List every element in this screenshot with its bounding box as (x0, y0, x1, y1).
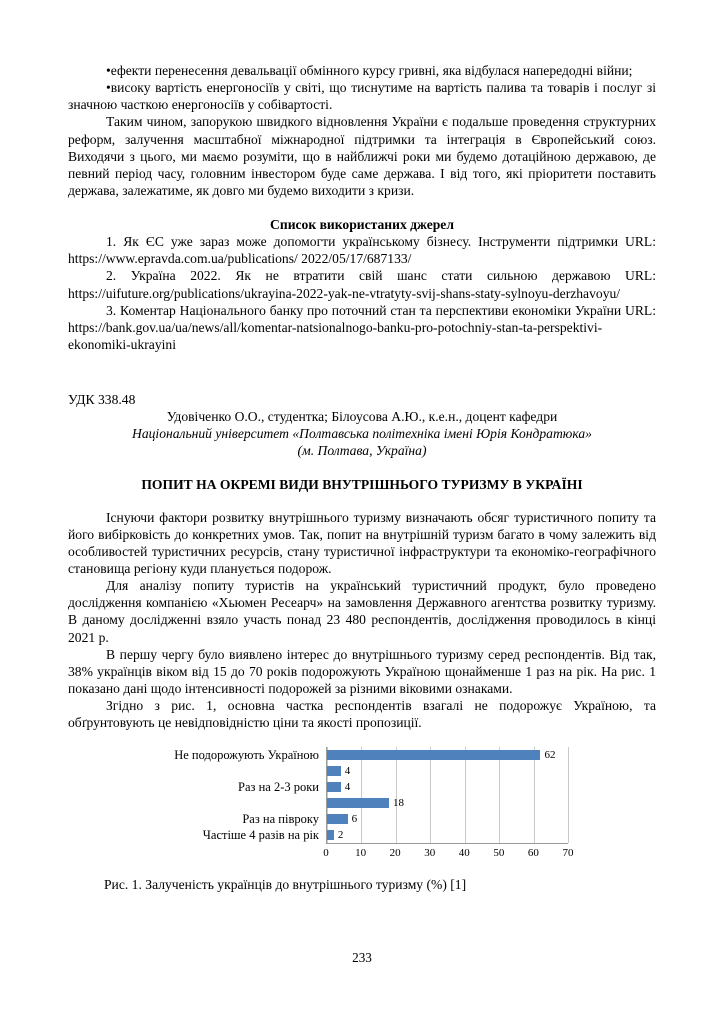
bullet-item-energy-cost: •високу вартість енергоносіїв у світі, що тиснутиме на вартість палива та товарів і послуг зі значною часткою енергоносіїв у собівартості. (68, 80, 656, 113)
chart-bar-value-label: 18 (392, 796, 404, 809)
chart-bar (327, 766, 341, 776)
chart-bar (327, 782, 341, 792)
chart-bar-value-label: 4 (344, 764, 351, 777)
chart-bar (327, 798, 389, 808)
conclusion-paragraph: Таким чином, запорукою швидкого відновлення України є подальше проведення структурних реформ, залучення масштабної міжнародної підтримки та інтеграція в Європейський союз. Виходячи з цього, ми маємо розуміти, що в найближчі роки ми будемо дотаційною державою, де певний період часу, головним інвестором буде саме держава. І від того, які пріоритети поставить держава, залежатиме, як довго ми будемо виходити з кризи. (68, 114, 656, 198)
article-title: ПОПИТ НА ОКРЕМІ ВИДИ ВНУТРІШНЬОГО ТУРИЗМУ В УКРАЇНІ (141, 476, 583, 492)
chart-bar-value-label: 62 (544, 748, 556, 761)
chart-x-tick-label: 50 (493, 847, 505, 860)
chart-bar-row (327, 763, 568, 779)
sources-heading: Список використаних джерел (270, 217, 454, 232)
bar-chart (138, 747, 608, 860)
chart-bar-row (327, 811, 568, 827)
chart-x-tick-label: 40 (458, 847, 470, 860)
chart-category-label: Частіше 4 разів на рік (202, 828, 319, 843)
body-paragraph-2: Для аналізу попиту туристів на український туристичний продукт, було проведено дослідження компанією «Хьюмен Ресеарч» на замовлення Державного агентства розвитку туризму. В даному дослідженні взяло участь понад 23 480 респондентів, дослідження проводилось в кінці 2021 р. (68, 578, 656, 645)
chart-bar-row (327, 747, 568, 763)
location-line: (м. Полтава, Україна) (297, 443, 427, 459)
chart-bars (327, 747, 568, 843)
chart-bar-value-label: 2 (337, 828, 344, 841)
chart-bar-value-label: 4 (344, 780, 351, 793)
body-paragraph-1: Існуючи фактори розвитку внутрішнього туризму визначають обсяг туристичного попиту та його вибірковість до конкретних умов. Так, попит на внутрішній туризм багато в чому залежить від особливостей туристичних ресурсів, стану туристичної інфраструктури та економіко-географічного становища регіону куди планується подорож. (68, 509, 656, 576)
chart-x-tick-label: 0 (323, 847, 329, 860)
authors-line: Удовіченко О.О., студентка; Білоусова А.Ю., к.е.н., доцент кафедри (166, 409, 558, 425)
chart-category-label: Раз на півроку (242, 812, 319, 827)
chart-bar (327, 814, 348, 824)
reference-item-1: 1. Як ЄС уже зараз може допомогти українському бізнесу. Інструменти підтримки URL: https://www.epravda.com.ua/publications/ 2022/05/17/687133/ (68, 234, 656, 267)
figure-caption: Рис. 1. Залученість українців до внутрішнього туризму (%) [1] (104, 877, 467, 893)
chart-bar (327, 830, 334, 840)
chart-x-tick-label: 60 (527, 847, 539, 860)
chart-category-label: Не подорожують Україною (174, 748, 319, 763)
chart-bar (327, 750, 540, 760)
chart-bar-row (327, 779, 568, 795)
body-paragraph-3: В першу чергу було виявлено інтерес до внутрішнього туризму серед респондентів. Від так, 38% українців віком від 15 до 70 років подорожують Україною щонайменше 1 раз на рік. На рис. 1 показано дані щодо інтенсивності подорожей за різними віковими ознаками. (68, 646, 656, 696)
affiliation-line: Національний університет «Полтавська політехніка імені Юрія Кондратюка» (132, 426, 592, 442)
chart-x-tick-label: 10 (355, 847, 367, 860)
page-number: 233 (352, 950, 372, 965)
chart-category-label: Раз на 2-3 роки (238, 780, 319, 795)
reference-item-2: 2. Україна 2022. Як не втратити свій шанс стати сильною державою URL: https://uifuture.org/publications/ukrayina-2022-yak-ne-vtratyty-svij-shans-staty-sylnoyu-derzhavoyu/ (68, 268, 656, 301)
bullet-item-devaluation: •ефекти перенесення девальвації обмінного курсу гривні, яка відбулася напередодні війни; (106, 63, 633, 78)
chart-bar-row (327, 827, 568, 843)
body-paragraph-4: Згідно з рис. 1, основна частка респондентів взагалі не подорожує Україною, та обґрунтовують це невідповідністю ціни та якості пропозиції. (68, 698, 656, 731)
udk-code: УДК 338.48 (68, 392, 136, 407)
bar-chart-labels (138, 747, 326, 860)
chart-plot-area (326, 747, 568, 844)
chart-x-tick-label: 20 (389, 847, 401, 860)
chart-x-tick-label: 70 (562, 847, 574, 860)
reference-item-3: 3. Коментар Національного банку про поточний стан та перспективи економіки України URL: https://bank.gov.ua/ua/news/all/komentar-natsionalnogo-banku-pro-potochniy-stan-ta-perspektivi-ekonomiki-ukrayini (68, 302, 656, 352)
chart-bar-row (327, 795, 568, 811)
chart-x-axis (323, 844, 574, 860)
figure-bar-chart (138, 747, 608, 860)
chart-category-label (138, 763, 326, 779)
chart-x-tick-label: 30 (424, 847, 436, 860)
bar-chart-plot (323, 747, 574, 860)
chart-category-label (138, 795, 326, 811)
chart-gridline (568, 747, 569, 843)
chart-bar-value-label: 6 (351, 812, 358, 825)
